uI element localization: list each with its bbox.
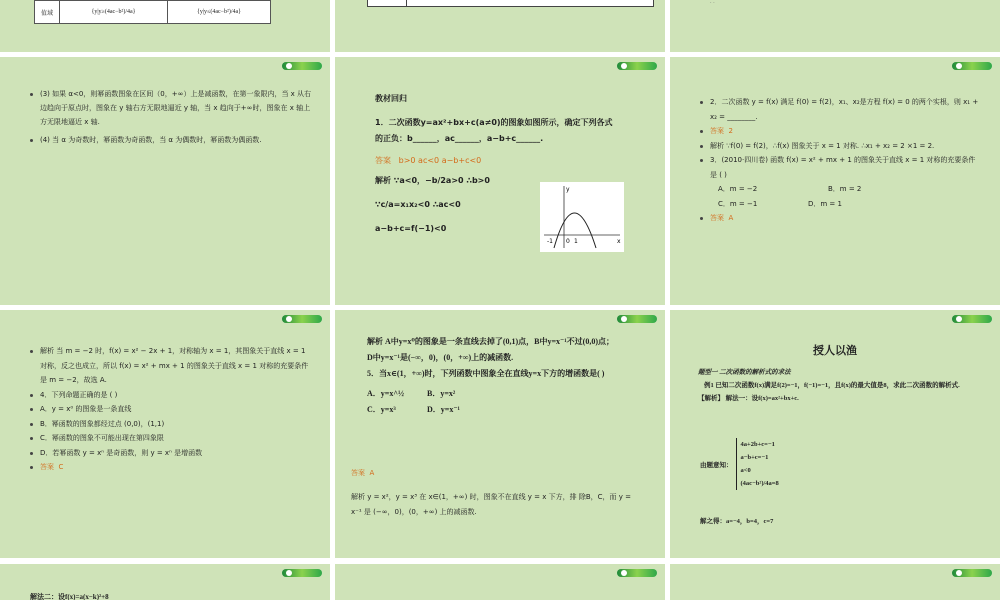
answer-4-label: 答案	[40, 463, 54, 471]
question-3: 3．(2010·四川卷) 函数 f(x) = x² + mx + 1 的图象关于直线 x = 1 对称的充要条件是 ( )	[700, 153, 982, 182]
system-label: 由题意知：	[700, 461, 733, 469]
slide-bottom-left	[0, 564, 330, 600]
equation-1: 4a+2b+c=−1	[740, 441, 775, 448]
slide-title: 授人以渔	[813, 344, 857, 357]
option-4a: A．y = x⁰ 的图象是一条直线	[30, 402, 312, 417]
x-axis-label: x	[617, 238, 621, 245]
answer-text: b>0 ac<0 a−b+c<0	[398, 156, 482, 165]
logo-icon	[282, 569, 322, 581]
tick-1: 1	[574, 238, 578, 245]
range-cell-2: {y|y≤(4ac−b²)/4a}	[168, 1, 271, 24]
slide-bottom-right	[670, 564, 1000, 600]
option-4b: B．幂函数的图象都经过点 (0,0)，(1,1)	[30, 417, 312, 432]
option-5d: D．y=x⁻¹	[427, 405, 460, 414]
explain-5: 解析 y = x²，y = x³ 在 x∈(1，+∞) 时，图象不在直线 y = x 下方，排 除B，C，而 y = x⁻¹ 是 (−∞，0)，(0，+∞) 上的减函数.	[351, 493, 631, 516]
logo-icon	[952, 315, 992, 327]
equation-3: a<0	[740, 467, 751, 474]
option-5c: C．y=x³	[367, 405, 396, 414]
option-5b: B．y=x²	[427, 389, 456, 398]
slide-power-propositions	[0, 310, 330, 558]
logo-icon	[952, 569, 992, 581]
range-cell-1: {y|y≥(4ac−b²)/4a}	[60, 1, 168, 24]
explain-5-line-2: D中y=x⁻¹是(−∞，0)，(0，+∞)上的减函数.	[367, 353, 514, 362]
slide-top-middle	[335, 0, 665, 52]
logo-icon	[282, 62, 322, 74]
option-3c: C．m = −1	[718, 199, 758, 208]
answer-4: C	[58, 463, 64, 471]
slide-quadratic-roots	[670, 57, 1000, 305]
option-4c: C．幂函数的图象不可能出现在第四象限	[30, 431, 312, 446]
equation-4: (4ac−b²)/4a=8	[740, 480, 779, 487]
explain-line-3: a−b+c=f(−1)<0	[375, 224, 447, 233]
range-label: 值域	[35, 1, 60, 24]
equation-system	[736, 438, 779, 490]
solution-result: 解之得：a=−4，b=4，c=7	[700, 518, 774, 525]
slide-textbook-review	[335, 57, 665, 305]
slide-teach-method	[670, 310, 1000, 558]
slide-top-right	[670, 0, 1000, 52]
explain-line-2: ∵c/a=x₁x₂<0 ∴ac<0	[375, 200, 461, 209]
bullet-3: (3) 如果 α<0，则幂函数图象在区间（0，+∞）上是减函数，在第一象限内，当 x 从右边趋向于原点时，图象在 y 轴右方无限地逼近 y 轴，当 x 趋向于+∞时，图象在 x 轴上方无限地逼近 x 轴.	[30, 87, 312, 129]
method-2-text: 解法二：设f(x)=a(x−k)²+8	[30, 593, 109, 600]
logo-icon	[617, 62, 657, 74]
slide-increasing-function	[335, 310, 665, 558]
topic-heading: 题型一 二次函数的解析式的求法	[698, 369, 791, 376]
parabola-graph	[540, 182, 624, 252]
answer-5-label: 答案	[351, 469, 365, 477]
question-2: 2．二次函数 y = f(x) 满足 f(0) = f(2)，x₁、x₂是方程 f(x) = 0 的两个实根，则 x₁ + x₂ = ________.	[700, 95, 982, 124]
y-axis-label: y	[566, 186, 570, 193]
equation-2: a−b+c=−1	[740, 454, 769, 461]
table-bottom-edge	[367, 0, 654, 7]
slide-power-function	[0, 57, 330, 305]
option-3d: D．m = 1	[808, 199, 842, 208]
question-5: 5．当x∈(1，+∞)时，下列函数中图象全在直线y=x下方的增函数是( )	[367, 369, 605, 378]
slide-bottom-middle	[335, 564, 665, 600]
logo-icon	[617, 315, 657, 327]
explain-m: 解析 当 m = −2 时，f(x) = x² − 2x + 1，对称轴为 x = 1，其图象关于直线 x = 1 对称，反之也成立，所以 f(x) = x² + mx + 1 的图象关于直线 x = 1 对称的充要条件是 m = −2，故选 A.	[30, 344, 312, 388]
explain-line-1: 解析 ∵a<0，−b/2a>0 ∴b>0	[375, 176, 490, 185]
logo-icon	[952, 62, 992, 74]
example-1: 例1 已知二次函数f(x)满足f(2)=−1，f(−1)=−1，且f(x)的最大值是8，求此二次函数的解析式.	[704, 382, 960, 389]
logo-icon	[617, 569, 657, 581]
option-3b: B．m = 2	[828, 185, 862, 193]
answer-5: A	[369, 469, 375, 477]
option-4d: D．若幂函数 y = xⁿ 是奇函数，则 y = xⁿ 是增函数	[30, 446, 312, 461]
answer-3: A	[728, 214, 734, 222]
slide-top-left	[0, 0, 330, 52]
question-1: 1．二次函数y=ax²+bx+c(a≠0)的图象如图所示，确定下列各式的正负：b______，ac______，a−b+c______.	[375, 118, 613, 143]
answer-2-label: 答案	[710, 127, 724, 135]
question-4: 4．下列命题正确的是 ( )	[30, 388, 312, 403]
range-table	[34, 0, 271, 24]
tick-0: 0	[566, 238, 570, 245]
option-3a: A．m = −2	[718, 185, 758, 193]
solution-start: 【解析】 解法一：设f(x)=ax²+bx+c.	[698, 395, 799, 402]
slide-top-right-text: · ·	[710, 0, 715, 6]
explain-5-line-1: 解析 A中y=x⁰的图象是一条直线去掉了(0,1)点，B中y=x⁻¹不过(0,0)点；	[367, 337, 615, 346]
bullet-4: (4) 当 α 为奇数时，幂函数为奇函数，当 α 为偶数时，幂函数为偶函数.	[30, 133, 312, 147]
option-5a: A．y=x^½	[367, 389, 404, 398]
logo-icon	[282, 315, 322, 327]
section-heading: 教材回归	[375, 94, 407, 103]
answer-2: 2	[728, 127, 733, 135]
tick-minus-1: -1	[547, 238, 553, 245]
answer-label: 答案	[375, 156, 391, 165]
answer-3-label: 答案	[710, 214, 724, 222]
explain-2: 解析 ∵f(0) = f(2)，∴f(x) 图象关于 x = 1 对称. ∴x₁ + x₂ = 2 ×1 = 2.	[700, 139, 982, 154]
